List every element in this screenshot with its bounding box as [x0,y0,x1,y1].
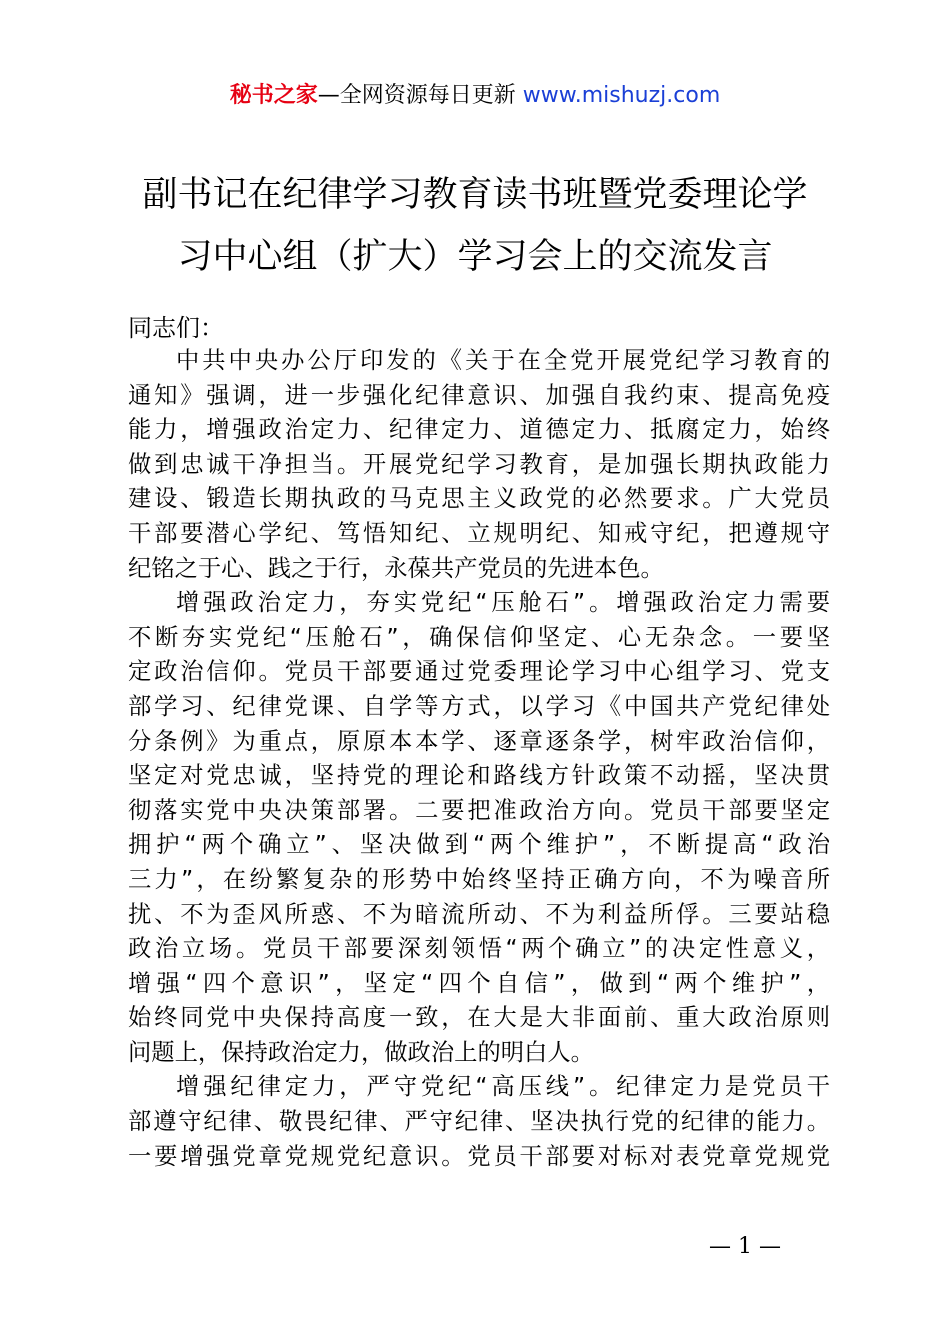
document-body [128,344,830,1174]
body-line: 政治立场。党员干部要深刻领悟“两个确立”的决定性意义， [128,935,830,963]
body-line: 一要增强党章党规党纪意识。党员干部要对标对表党章党规党 [128,1142,830,1170]
body-line: 扰、不为歪风所惑、不为暗流所动、不为利益所俘。三要站稳 [128,900,830,928]
document-title [0,164,950,288]
body-line: 干部要潜心学纪、笃悟知纪、立规明纪、知戒守纪，把遵规守 [128,519,830,547]
body-line: 通知》强调，进一步强化纪律意识、加强自我约束、提高免疫 [128,381,830,409]
body-line: 做到忠诚干净担当。开展党纪学习教育，是加强长期执政能力 [128,450,830,478]
brand-name: 秘书之家 [229,83,318,108]
body-line: 问题上，保持政治定力，做政治上的明白人。 [128,1038,594,1066]
site-header-banner [0,80,950,112]
body-line: 部遵守纪律、敬畏纪律、严守纪律、坚决执行党的纪律的能力。 [128,1108,830,1136]
body-line: 分条例》为重点，原原本本学、逐章逐条学，树牢政治信仰， [128,727,830,755]
body-line: 增强纪律定力，严守党纪“高压线”。纪律定力是党员干 [176,1073,830,1101]
body-line: 增强“四个意识”，坚定“四个自信”，做到“两个维护”， [128,969,830,997]
body-line: 不断夯实党纪“压舱石”，确保信仰坚定、心无杂念。一要坚 [128,623,830,651]
page-number: — 1 — [709,1234,781,1259]
body-line: 拥护“两个确立”、坚决做到“两个维护”，不断提高“政治 [128,831,830,859]
body-line: 能力，增强政治定力、纪律定力、道德定力、抵腐定力，始终 [128,416,830,444]
body-line: 定政治信仰。党员干部要通过党委理论学习中心组学习、党支 [128,658,830,686]
body-line: 部学习、纪律党课、自学等方式，以学习《中国共产党纪律处 [128,692,830,720]
body-line: 彻落实党中央决策部署。二要把准政治方向。党员干部要坚定 [128,796,830,824]
body-line: 中共中央办公厅印发的《关于在全党开展党纪学习教育的 [176,347,830,374]
document-title-line-2: 习中心组（扩大）学习会上的交流发言 [177,237,773,277]
body-line: 纪铭之于心、践之于行，永葆共产党员的先进本色。 [128,554,664,582]
body-line: 建设、锻造长期执政的马克思主义政党的必然要求。广大党员 [128,485,830,513]
header-tagline: —全网资源每日更新 [317,83,516,108]
document-title-line-1: 副书记在纪律学习教育读书班暨党委理论学 [142,175,808,215]
body-line: 三力”，在纷繁复杂的形势中始终坚持正确方向，不为噪音所 [128,865,830,893]
site-url-link[interactable]: www.mishuzj.com [522,83,721,108]
body-line: 坚定对党忠诚，坚持党的理论和路线方针政策不动摇，坚决贯 [128,762,830,790]
salutation: 同志们： [128,314,224,342]
body-line: 始终同党中央保持高度一致，在大是大非面前、重大政治原则 [128,1004,830,1032]
body-line: 增强政治定力，夯实党纪“压舱石”。增强政治定力需要 [176,589,830,617]
